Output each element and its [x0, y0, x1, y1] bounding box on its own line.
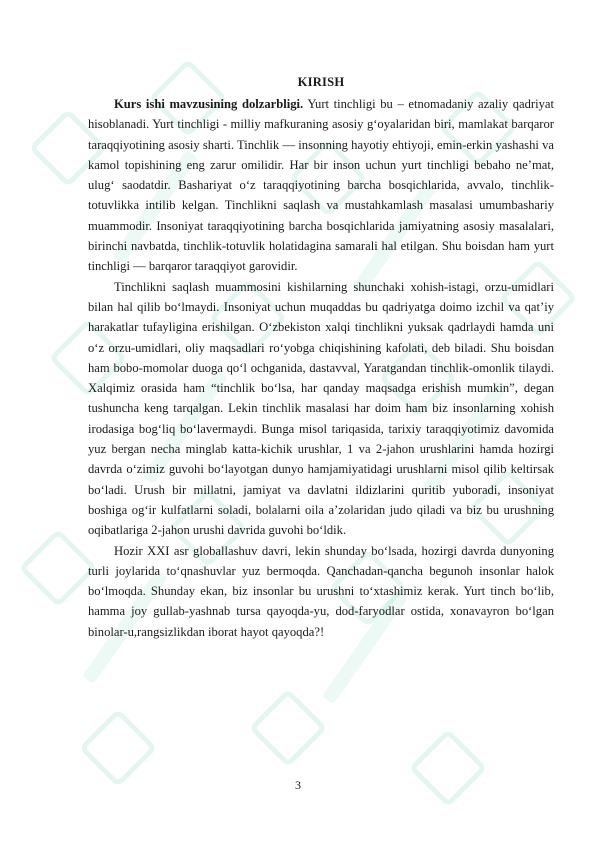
paragraph-text: Yurt tinchligi bu – etnomadaniy azaliy qadriyat hisoblanadi. Yurt tinchligi - milliy mafkuraning asosiy g‘oyalaridan biri, mamlakat barqaror taraqqiyotining asosiy sharti. Tinchlik — insonning hayotiy ehtiyoji, emin-erkin yashashi va kamol topishining eng zarur omilidir. Har bir inson uchun yurt tinchligi bebaho ne’mat, ulug‘ saodatdir. Bashariyat o‘z taraqqiyotining barcha bosqichlarida, avvalo, tinchlik-totuvlikka intilib kelgan. Tinchlikni saqlash va mustahkamlash masalasi umumbashariy muammodir. Insoniyat taraqqiyotining barcha bosqichlarida jamiyatning asosiy masalalari, birinchi navbatda, tinchlik-totuvlik holatidagina samarali hal etilgan. Shu boisdan ham yurt tinchligi — barqaror taraqqiyot garovidir. — [88, 97, 554, 274]
paragraph-globalization: Hozir XXI asr globallashuv davri, lekin shunday bo‘lsada, hozirgi davrda dunyoning turli joylarida to‘qnashuvlar yuz bermoqda. Qanchadan-qancha begunoh insonlar halok bo‘lmoqda. Shunday ekan, biz insonlar bu urushni to‘xtashimiz kerak. Yurt tinch bo‘lib, hamma joy gullab-yashnab tursa qayoqda-yu, dod-faryodlar ostida, xonavayron bo‘lgan binolar-u,rangsizlikdan iborat hayot qayoqda?! — [88, 543, 554, 639]
document-page — [88, 72, 554, 772]
paragraph-relevance — [88, 94, 554, 277]
watermark-logo-icon — [18, 528, 97, 607]
page-title: KIRISH — [297, 75, 345, 89]
paragraph-lead-heading: Kurs ishi mavzusining dolzarbligi. — [114, 97, 304, 111]
paragraph-peace-preservation: Tinchlikni saqlash muammosini kishilarning shunchaki xohish-istagi, orzu-umidlari bilan hal qilib bo‘lmaydi. Insoniyat uchun muqaddas bu qadriyatga doimo izchil va qat’iy harakatlar tufayligina erishilgan. O‘zbekiston xalqi tinchlikni yuksak qadrlaydi hamda uni o‘z orzu-umidlari, oliy maqsadlari ro‘yobga chiqishining kafolati, deb biladi. Shu boisdan ham bobo-momolar duoga qo‘l ochganida, dastavval, Yaratgandan tinchlik-omonlik tilaydi. Xalqimiz orasida ham “tinchlik bo‘lsa, har qanday maqsadga erishish mumkin”, degan tushuncha keng tarqalgan. Lekin tinchlik masalasi har doim ham biz insonlarning xohish irodasiga bog‘liq bo‘lavermaydi. Bunga misol tariqasida, tarixiy taraqqiyotimiz davomida yuz bergan necha minglab katta-kichik urushlar, 1 va 2-jahon urushlarini hamda hozirgi davrda o‘zimiz guvohi bo‘layotgan dunyo hamjamiyatidagi urushlarni misol qilib keltirsak bo‘ladi. Urush bir millatni, jamiyat va davlatni ildizlarini quritib yuboradi, insoniyat boshiga og‘ir kulfatlarni soladi, bolalarni oila a’zolaridan judo qiladi va biz bu urushning oqibatlariga 2-jahon urushi davrida guvohi bo‘ldik. — [88, 279, 554, 538]
page-number: 3 — [295, 778, 301, 792]
